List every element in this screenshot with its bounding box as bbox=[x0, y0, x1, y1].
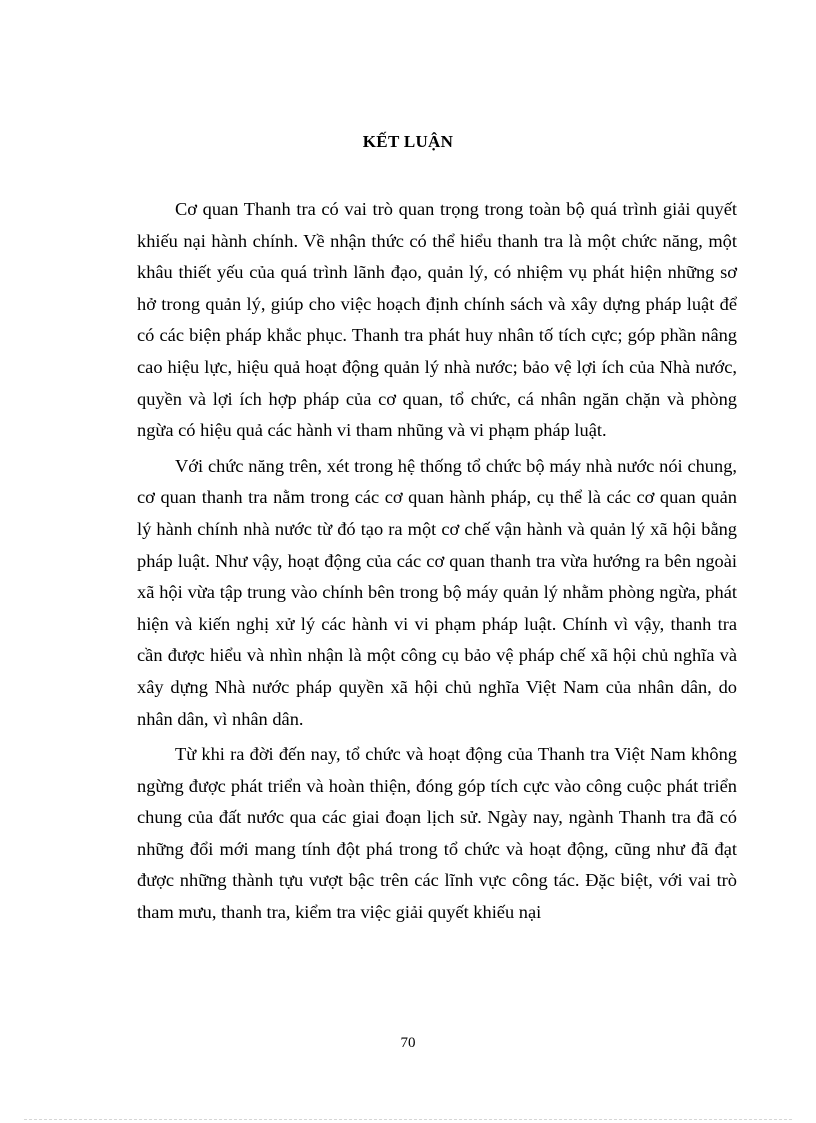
body-text bbox=[137, 194, 737, 929]
paragraph-3: Từ khi ra đời đến nay, tổ chức và hoạt động của Thanh tra Việt Nam không ngừng được phát triển và hoàn thiện, đóng góp tích cực vào công cuộc phát triển chung của đất nước qua các giai đoạn lịch sử. Ngày nay, ngành Thanh tra đã có những đổi mới mang tính đột phá trong tổ chức và hoạt động, cũng như đã đạt được những thành tựu vượt bậc trên các lĩnh vực công tác. Đặc biệt, với vai trò tham mưu, thanh tra, kiểm tra việc giải quyết khiếu nại bbox=[137, 744, 737, 923]
paragraph-2: Với chức năng trên, xét trong hệ thống tổ chức bộ máy nhà nước nói chung, cơ quan thanh tra nằm trong các cơ quan hành pháp, cụ thể là các cơ quan quản lý hành chính nhà nước từ đó tạo ra một cơ chế vận hành và quản lý xã hội bằng pháp luật. Như vậy, hoạt động của các cơ quan thanh tra vừa hướng ra bên ngoài xã hội vừa tập trung vào chính bên trong bộ máy quản lý nhằm phòng ngừa, phát hiện và kiến nghị xử lý các hành vi vi phạm pháp luật. Chính vì vậy, thanh tra cần được hiểu và nhìn nhận là một công cụ bảo vệ pháp chế xã hội chủ nghĩa và xây dựng Nhà nước pháp quyền xã hội chủ nghĩa Việt Nam của nhân dân, do nhân dân, vì nhân dân. bbox=[137, 455, 737, 729]
page-number: 70 bbox=[400, 1035, 416, 1051]
paragraph-1: Cơ quan Thanh tra có vai trò quan trọng trong toàn bộ quá trình giải quyết khiếu nại hành chính. Về nhận thức có thể hiểu thanh tra là một chức năng, một khâu thiết yếu của quá trình lãnh đạo, quản lý, có nhiệm vụ phát hiện những sơ hở trong quản lý, giúp cho việc hoạch định chính sách và xây dựng pháp luật để có các biện pháp khắc phục. Thanh tra phát huy nhân tố tích cực; góp phần nâng cao hiệu lực, hiệu quả hoạt động quản lý nhà nước; bảo vệ lợi ích của Nhà nước, quyền và lợi ích hợp pháp của cơ quan, tổ chức, cá nhân ngăn chặn và phòng ngừa có hiệu quả các hành vi tham nhũng và vi phạm pháp luật. bbox=[137, 199, 737, 441]
page-bottom-divider bbox=[24, 1119, 792, 1120]
page-title: KẾT LUẬN bbox=[362, 132, 454, 151]
